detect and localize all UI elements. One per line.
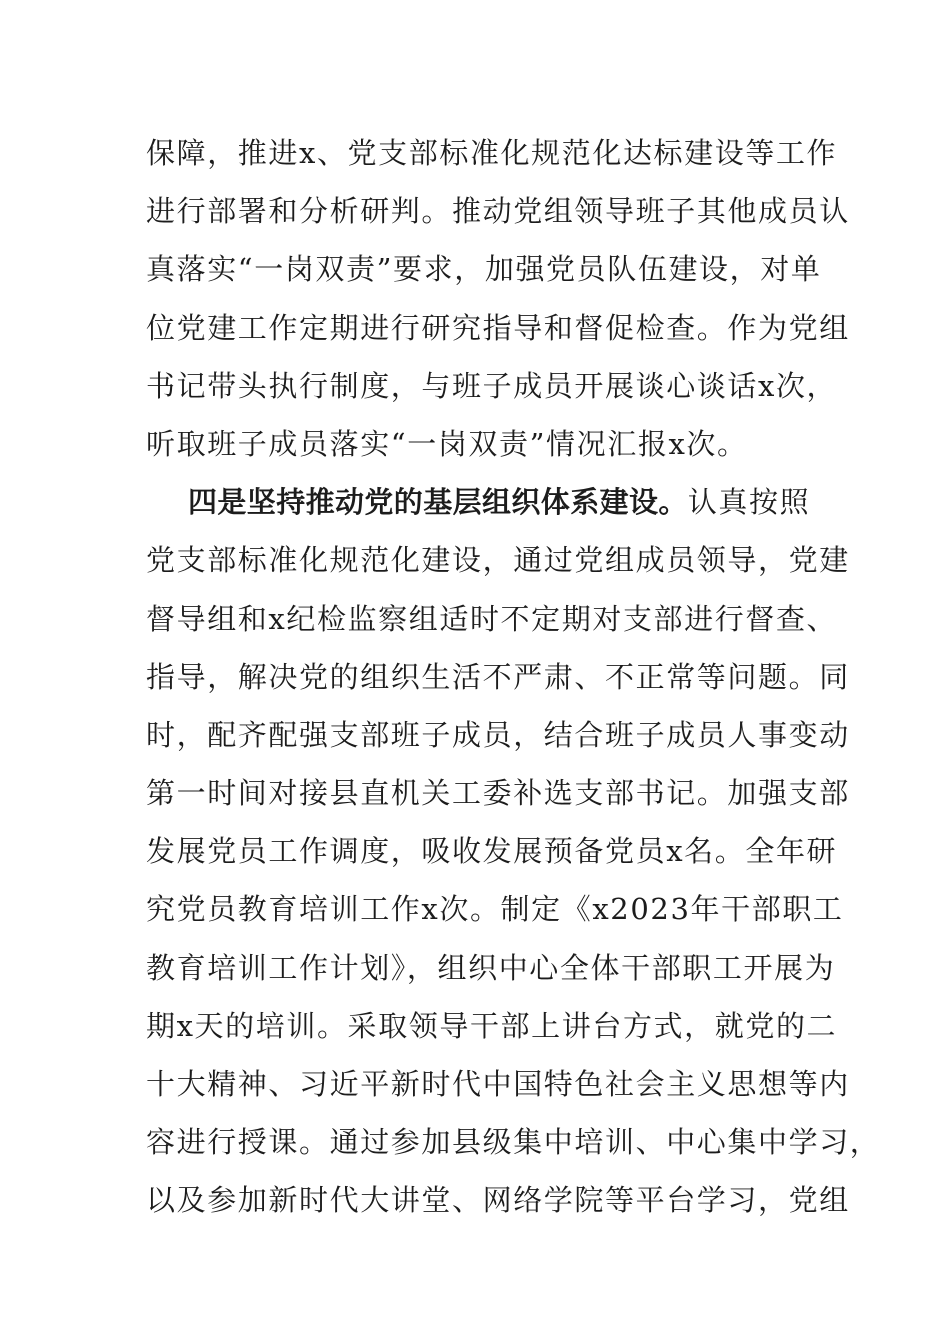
text-line: 期x天的培训。采取领导干部上讲台方式，就党的二 — [146, 1008, 838, 1043]
text-line: 进行部署和分析研判。推动党组领导班子其他成员认 — [146, 194, 850, 229]
text-line: 第一时间对接县直机关工委补选支部书记。加强支部 — [146, 776, 850, 811]
text-line: 督导组和x纪检监察组适时不定期对支部进行督查、 — [146, 601, 838, 636]
text-line: 书记带头执行制度，与班子成员开展谈心谈话x次， — [146, 368, 838, 403]
text-line: 党支部标准化规范化建设，通过党组成员领导，党建 — [146, 543, 850, 578]
text-line: 保障，推进x、党支部标准化规范化达标建设等工作 — [146, 136, 838, 170]
section-heading: 四是坚持推动党的基层组织体系建设。 — [188, 485, 688, 520]
text-line: 位党建工作定期进行研究指导和督促检查。作为党组 — [146, 310, 850, 345]
body-text — [146, 126, 881, 1232]
text-line: 以及参加新时代大讲堂、网络学院等平台学习，党组 — [146, 1183, 850, 1218]
text-line: 时，配齐配强支部班子成员，结合班子成员人事变动 — [146, 717, 850, 752]
text-line: 容进行授课。通过参加县级集中培训、中心集中学习， — [146, 1125, 881, 1160]
section-first-line — [146, 475, 826, 533]
text-line: 指导，解决党的组织生活不严肃、不正常等问题。同 — [146, 659, 850, 694]
text-line: 听取班子成员落实“一岗双责”情况汇报x次。 — [146, 426, 748, 461]
text-line: 究党员教育培训工作x次。制定《x2023年干部职工 — [146, 892, 844, 927]
text-line: 十大精神、习近平新时代中国特色社会主义思想等内 — [146, 1067, 850, 1101]
text-line: 教育培训工作计划》，组织中心全体干部职工开展为 — [146, 950, 836, 985]
text-line: 发展党员工作调度，吸收发展预备党员x名。全年研 — [146, 834, 838, 869]
text-line: 真落实“一岗双责”要求，加强党员队伍建设，对单 — [146, 252, 822, 287]
section-first-line-rest: 认真按照 — [687, 485, 811, 520]
